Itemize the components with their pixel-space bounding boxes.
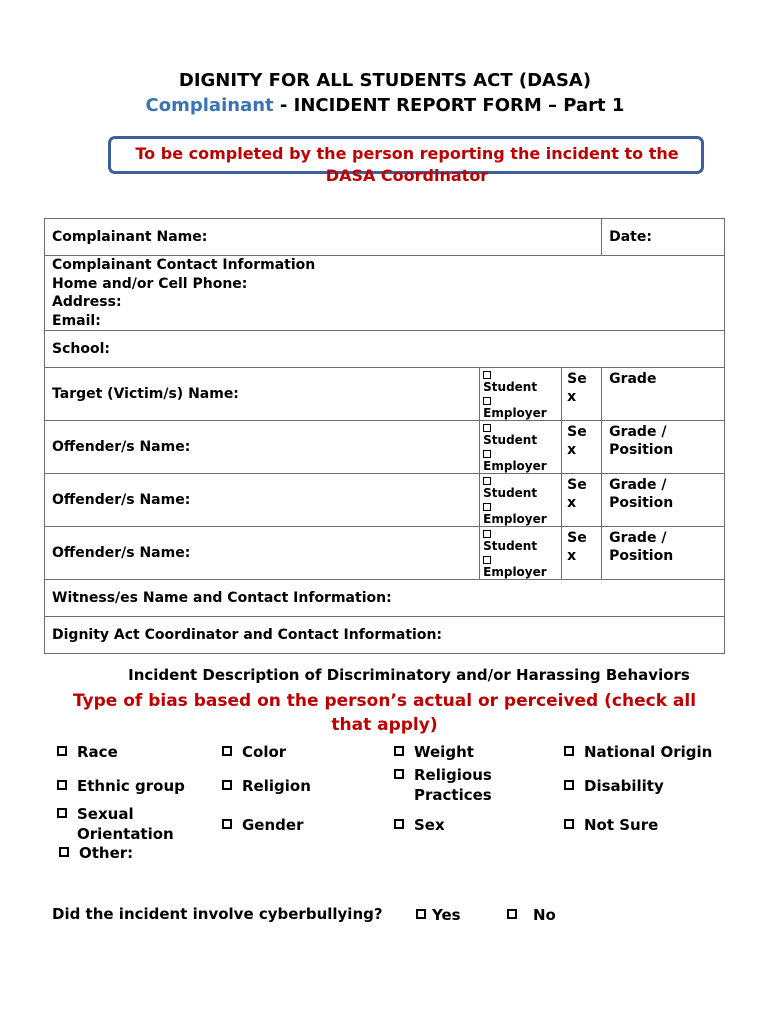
checkbox-icon[interactable] [416,909,426,919]
grade-position-field[interactable]: Grade / Position [602,527,725,580]
role-select [480,368,562,421]
student-label: Student [483,380,538,394]
cyberbullying-yes[interactable]: Yes [416,905,461,925]
option-color[interactable]: Color [222,742,286,762]
form-subtitle [0,95,770,116]
bias-line-2: that apply) [331,715,438,735]
checkbox-icon[interactable] [222,819,232,829]
employer-label: Employer [483,512,547,526]
checkbox-icon[interactable] [222,780,232,790]
subtitle-highlight: Complainant [145,95,274,116]
option-sexual-orientation[interactable]: Sexual Orientation [57,804,174,844]
instruction-text [98,143,716,187]
option-weight[interactable]: Weight [394,742,474,762]
employer-label: Employer [483,406,547,420]
subtitle-rest: - INCIDENT REPORT FORM – Part 1 [273,95,625,116]
contact-email-label: Email: [52,312,101,329]
sex-field[interactable]: Se x [562,527,602,580]
cyberbullying-question: Did the incident involve cyberbullying? [52,905,383,923]
target-name-field[interactable]: Target (Victim/s) Name: [45,368,480,421]
offender-name-field[interactable]: Offender/s Name: [45,421,480,474]
offender-name-field[interactable]: Offender/s Name: [45,474,480,527]
checkbox-icon[interactable] [564,819,574,829]
checkbox-icon[interactable] [57,780,67,790]
checkbox-icon[interactable] [59,847,69,857]
option-national-origin[interactable]: National Origin [564,742,712,762]
student-label: Student [483,433,538,447]
employer-checkbox[interactable] [483,450,491,458]
checkbox-icon[interactable] [57,808,67,818]
checkbox-icon[interactable] [507,909,517,919]
checkbox-icon[interactable] [394,819,404,829]
offender-name-field[interactable]: Offender/s Name: [45,527,480,580]
role-select [480,474,562,527]
sex-field[interactable]: Se x [562,368,602,421]
student-checkbox[interactable] [483,530,491,538]
option-sex[interactable]: Sex [394,815,445,835]
student-checkbox[interactable] [483,371,491,379]
student-checkbox[interactable] [483,424,491,432]
checkbox-icon[interactable] [564,746,574,756]
instruction-line-1: To be completed by the person reporting the incident to the [135,144,679,163]
checkbox-icon[interactable] [222,746,232,756]
checkbox-icon[interactable] [57,746,67,756]
option-ethnic-group[interactable]: Ethnic group [57,776,185,796]
option-religious-practices[interactable]: Religious Practices [394,765,492,805]
cyberbullying-no[interactable]: No [507,905,556,925]
employer-checkbox[interactable] [483,397,491,405]
contact-address-label: Address: [52,294,122,310]
incident-form-table [44,218,725,654]
coordinator-field[interactable]: Dignity Act Coordinator and Contact Information: [45,617,725,654]
employer-checkbox[interactable] [483,503,491,511]
school-field[interactable]: School: [45,331,725,368]
bias-line-1: Type of bias based on the person’s actual or perceived (check all [72,691,697,711]
sex-field[interactable]: Se x [562,421,602,474]
student-label: Student [483,486,538,500]
contact-info-field[interactable] [45,256,725,331]
grade-position-field[interactable]: Grade / Position [602,474,725,527]
contact-title: Complainant Contact Information [52,257,316,273]
option-disability[interactable]: Disability [564,776,664,796]
grade-field[interactable]: Grade [602,368,725,421]
option-race[interactable]: Race [57,742,118,762]
grade-position-field[interactable]: Grade / Position [602,421,725,474]
employer-label: Employer [483,565,547,579]
date-field[interactable]: Date: [602,219,725,256]
checkbox-icon[interactable] [564,780,574,790]
witnesses-field[interactable]: Witness/es Name and Contact Information: [45,580,725,617]
student-checkbox[interactable] [483,477,491,485]
checkbox-icon[interactable] [394,746,404,756]
option-religion[interactable]: Religion [222,776,311,796]
employer-label: Employer [483,459,547,473]
option-not-sure[interactable]: Not Sure [564,815,658,835]
instruction-line-2: DASA Coordinator [325,166,489,185]
option-other[interactable]: Other: [59,843,133,863]
form-title: DIGNITY FOR ALL STUDENTS ACT (DASA) [178,70,592,91]
contact-phone-label: Home and/or Cell Phone: [52,275,248,292]
employer-checkbox[interactable] [483,556,491,564]
student-label: Student [483,539,538,553]
option-gender[interactable]: Gender [222,815,303,835]
sex-field[interactable]: Se x [562,474,602,527]
incident-section-title: Incident Description of Discriminatory and/or Harassing Behaviors [128,666,690,684]
checkbox-icon[interactable] [394,769,404,779]
bias-instruction [44,689,725,737]
role-select [480,527,562,580]
role-select [480,421,562,474]
complainant-name-field[interactable]: Complainant Name: [45,219,602,256]
